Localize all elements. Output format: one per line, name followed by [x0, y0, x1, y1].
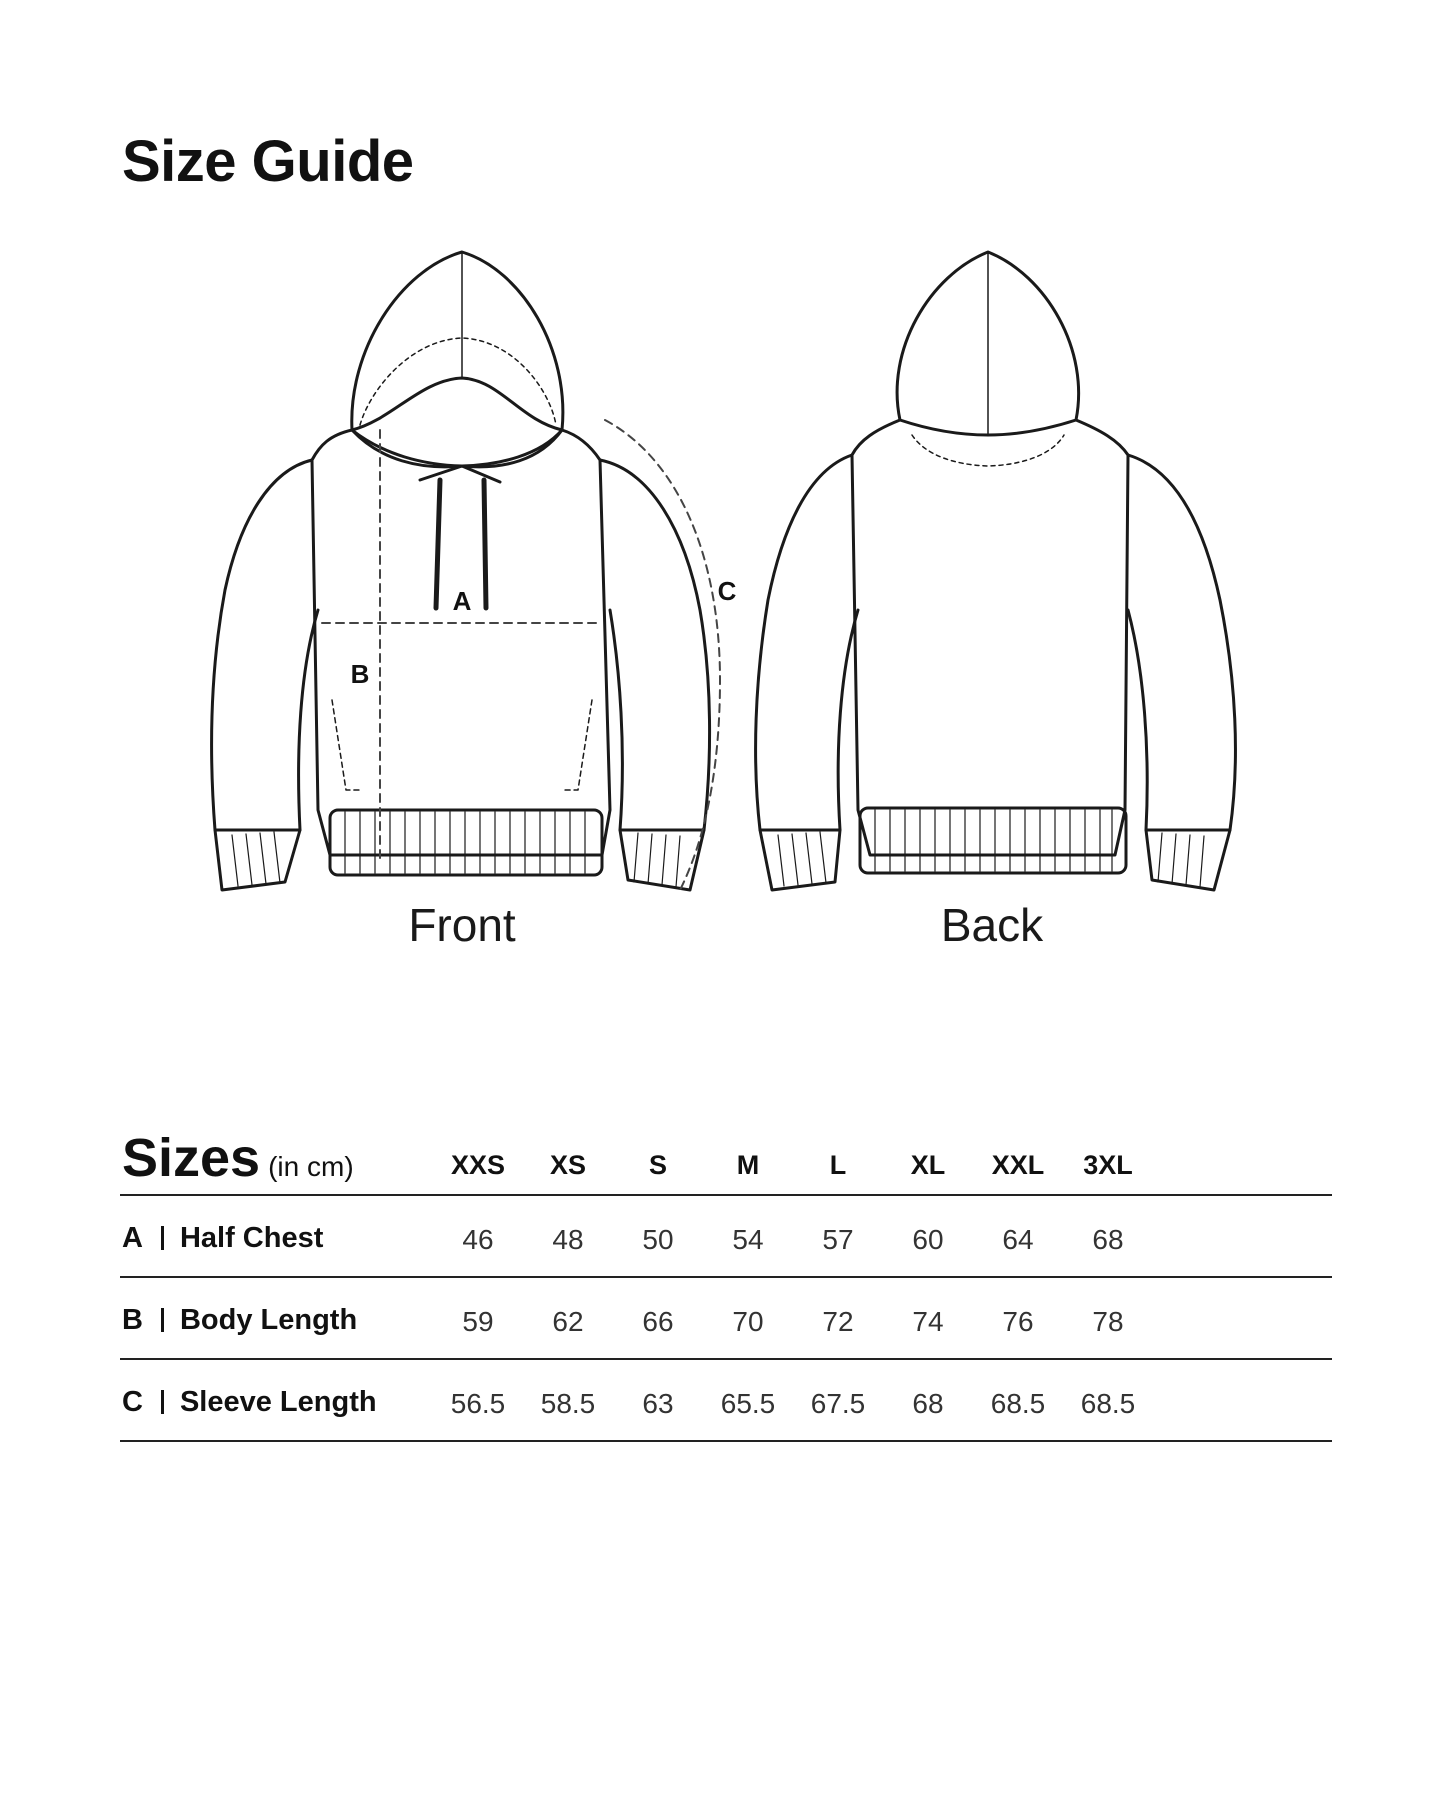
- col-header-s: S: [648, 1150, 668, 1180]
- row-label-body-length: [122, 1304, 357, 1337]
- row-label-text: Half Chest: [179, 1222, 324, 1254]
- separator: [161, 1390, 164, 1414]
- col-header-xs: XS: [549, 1150, 587, 1180]
- table-cell: 63: [642, 1388, 674, 1419]
- front-label: Front: [408, 899, 516, 951]
- hoodie-illustration: [0, 230, 1445, 970]
- table-cell: 60: [912, 1224, 944, 1255]
- table-cell: 74: [912, 1306, 944, 1337]
- table-cell: 62: [552, 1306, 584, 1337]
- table-cell: 70: [732, 1306, 764, 1337]
- sizes-heading: [122, 1128, 354, 1197]
- table-cell: 78: [1092, 1306, 1124, 1337]
- col-header-m: M: [736, 1150, 760, 1180]
- table-row: [120, 1358, 1332, 1440]
- back-label: Back: [940, 899, 1044, 951]
- marker-b: B: [350, 659, 370, 689]
- table-row: [120, 1276, 1332, 1358]
- separator: [161, 1308, 164, 1332]
- marker-a: A: [452, 586, 472, 616]
- back-hoodie: [756, 252, 1236, 890]
- table-bottom-rule: [120, 1440, 1332, 1442]
- table-cell: 46: [462, 1224, 494, 1255]
- table-cell: 66: [642, 1306, 674, 1337]
- table-cell: 57: [822, 1224, 854, 1255]
- row-letter: C: [122, 1386, 143, 1418]
- row-letter: A: [122, 1222, 143, 1254]
- sizes-title: Sizes: [122, 1128, 261, 1188]
- row-label-sleeve-length: [122, 1386, 377, 1419]
- table-cell: 58.5: [540, 1388, 596, 1419]
- col-header-xxs: XXS: [450, 1150, 506, 1180]
- table-cell: 68.5: [990, 1388, 1046, 1419]
- table-cell: 50: [642, 1224, 674, 1255]
- col-header-xxl: XXL: [991, 1150, 1045, 1180]
- table-cell: 68.5: [1080, 1388, 1136, 1419]
- row-letter: B: [122, 1304, 143, 1336]
- table-cell: 68: [912, 1388, 944, 1419]
- table-cell: 48: [552, 1224, 584, 1255]
- row-label-half-chest: [122, 1222, 323, 1255]
- table-cell: 59: [462, 1306, 494, 1337]
- page-title: Size Guide: [122, 129, 414, 194]
- size-table-header: [120, 1128, 1332, 1194]
- table-cell: 67.5: [810, 1388, 866, 1419]
- row-label-text: Body Length: [179, 1304, 358, 1336]
- col-header-3xl: 3XL: [1083, 1150, 1133, 1180]
- table-cell: 65.5: [720, 1388, 776, 1419]
- table-cell: 54: [732, 1224, 764, 1255]
- marker-c: C: [717, 576, 737, 606]
- col-header-l: L: [829, 1150, 847, 1180]
- table-cell: 56.5: [450, 1388, 506, 1419]
- col-header-xl: XL: [910, 1150, 946, 1180]
- row-label-text: Sleeve Length: [179, 1386, 377, 1418]
- measurement-guides: [322, 420, 720, 890]
- front-hoodie: [212, 252, 710, 890]
- size-table: [120, 1128, 1332, 1442]
- table-cell: 64: [1002, 1224, 1034, 1255]
- table-cell: 68: [1092, 1224, 1124, 1255]
- table-row: [120, 1194, 1332, 1276]
- sizes-unit: (in cm): [268, 1151, 354, 1182]
- separator: [161, 1226, 164, 1250]
- table-cell: 72: [822, 1306, 854, 1337]
- table-cell: 76: [1002, 1306, 1034, 1337]
